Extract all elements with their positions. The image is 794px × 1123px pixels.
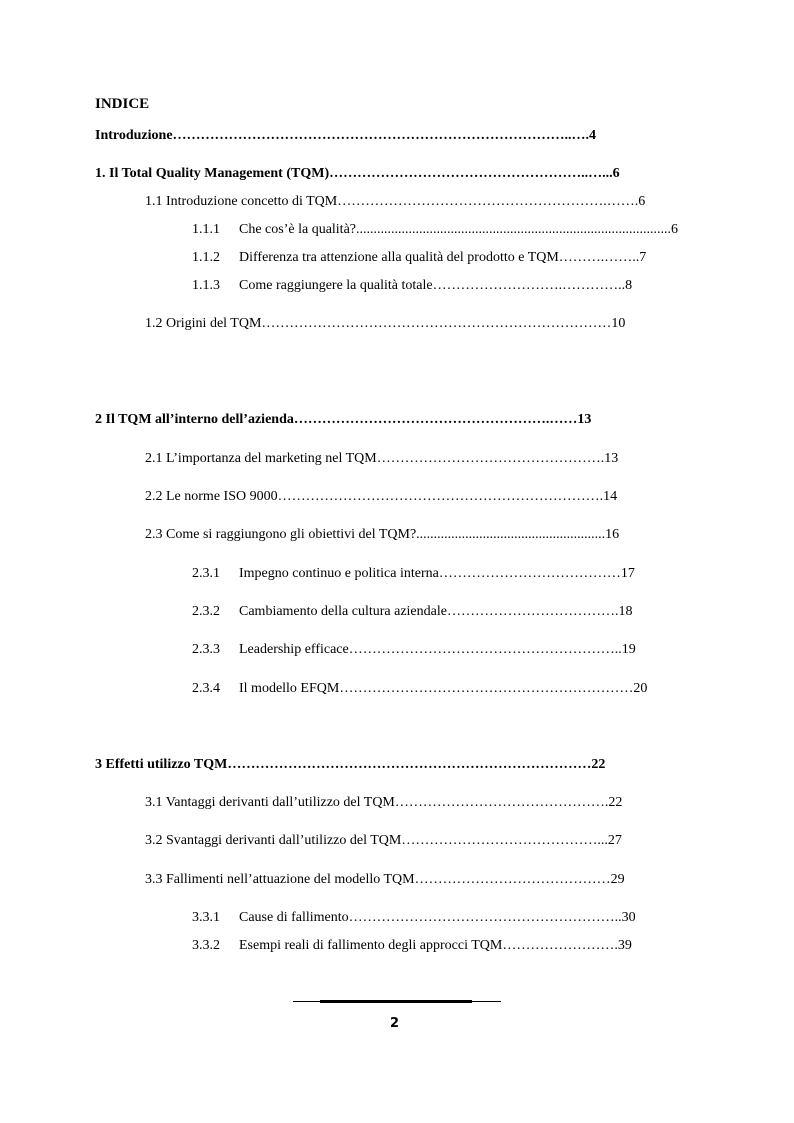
toc-chapter-3[interactable]: 3 Effetti utilizzo TQM……………………………………………………………………22 — [95, 757, 606, 772]
toc-intro[interactable]: Introduzione…………………………………………………………………………..….4 — [95, 128, 597, 143]
toc-section-3-1[interactable]: 3.1 Vantaggi derivanti dall’utilizzo del TQM……………………………………….22 — [145, 795, 623, 810]
toc-subsection-text: Che cos’è la qualità?..........................................................................................6 — [239, 222, 679, 237]
toc-subsection-number: 1.1.3 — [192, 278, 220, 293]
toc-subsection-text: Cause di fallimento…………………………………………………..30 — [239, 910, 636, 925]
toc-subsection-number: 1.1.1 — [192, 222, 220, 237]
footer-divider-thick — [320, 1000, 472, 1003]
toc-subsection-number: 2.3.4 — [192, 681, 220, 696]
toc-subsection-text: Il modello EFQM………………………………………………………20 — [239, 681, 648, 696]
toc-subsection-number: 3.3.2 — [192, 938, 220, 953]
toc-section-2-1[interactable]: 2.1 L’importanza del marketing nel TQM………………………………………….13 — [145, 451, 619, 466]
toc-section-1-2[interactable]: 1.2 Origini del TQM…………………………………………………………………10 — [145, 316, 626, 331]
toc-section-1-1[interactable]: 1.1 Introduzione concetto di TQM………………………………………………….…….6 — [145, 194, 646, 209]
toc-subsection-number: 1.1.2 — [192, 250, 220, 265]
page-title: INDICE — [95, 96, 150, 112]
toc-subsection-text: Cambiamento della cultura aziendale……………………………….18 — [239, 604, 633, 619]
toc-subsection-text: Come raggiungere la qualità totale……………………….…………..8 — [239, 278, 633, 293]
toc-subsection-text: Esempi reali di fallimento degli approcci TQM…………………….39 — [239, 938, 632, 953]
toc-subsection-number: 2.3.1 — [192, 566, 220, 581]
toc-section-3-2[interactable]: 3.2 Svantaggi derivanti dall’utilizzo del TQM……………………………………...27 — [145, 833, 622, 848]
toc-subsection-text: Impegno continuo e politica interna…………………………………17 — [239, 566, 635, 581]
toc-subsection-text: Leadership efficace…………………………………………………..19 — [239, 642, 636, 657]
toc-section-2-3[interactable]: 2.3 Come si raggiungono gli obiettivi del TQM?......................................................16 — [145, 527, 620, 542]
toc-section-2-2[interactable]: 2.2 Le norme ISO 9000…………………………………………………………….14 — [145, 489, 618, 504]
toc-subsection-number: 2.3.3 — [192, 642, 220, 657]
page-number: 2 — [390, 1016, 400, 1031]
toc-chapter-2[interactable]: 2 Il TQM all’interno dell’azienda……………………………………………….……13 — [95, 412, 592, 427]
toc-subsection-number: 3.3.1 — [192, 910, 220, 925]
toc-subsection-text: Differenza tra attenzione alla qualità del prodotto e TQM……….……..7 — [239, 250, 647, 265]
toc-chapter-1[interactable]: 1. Il Total Quality Management (TQM)………………………………………………..…...6 — [95, 166, 620, 181]
toc-section-3-3[interactable]: 3.3 Fallimenti nell’attuazione del modello TQM……………………………………29 — [145, 872, 625, 887]
toc-subsection-number: 2.3.2 — [192, 604, 220, 619]
